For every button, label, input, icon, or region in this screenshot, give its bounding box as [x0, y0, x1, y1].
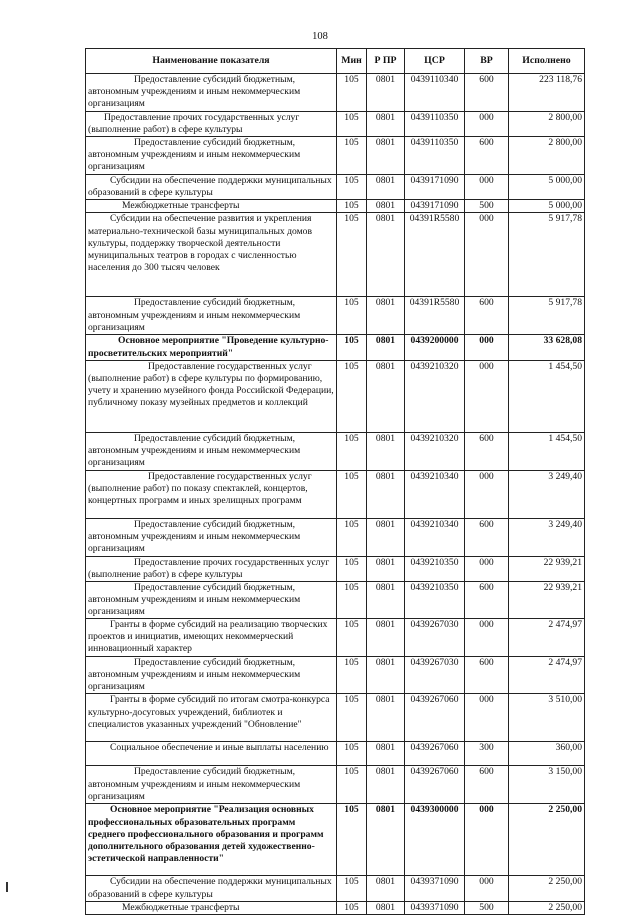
cell-rpr: 0801: [367, 432, 405, 470]
cell-name: [86, 766, 337, 804]
cell-rpr: 0801: [367, 360, 405, 432]
cell-rpr: 0801: [367, 901, 405, 914]
cell-min: 105: [337, 804, 367, 876]
cell-vr: 600: [465, 657, 509, 694]
cell-min: 105: [337, 518, 367, 556]
cell-name: [86, 742, 337, 766]
cell-done: 22 939,21: [509, 581, 585, 618]
page-number: 108: [312, 31, 328, 42]
cell-rpr: 0801: [367, 742, 405, 766]
cell-min: 105: [337, 876, 367, 901]
row-label: Предоставление субсидий бюджетным, автономным учреждениям и иным некоммерческим организациям: [88, 581, 301, 618]
cell-rpr: 0801: [367, 74, 405, 112]
row-label: Предоставление государственных услуг (выполнение работ) в сфере культуры по формированию, учету и хранению музейного фонда Российской Федерации, публичному показу музейных предметов и коллекций: [88, 360, 334, 408]
cell-csr: 0439267060: [405, 766, 465, 804]
table-header-row: [86, 49, 585, 74]
cell-done: 2 250,00: [509, 876, 585, 901]
row-label: Межбюджетные трансферты: [122, 200, 240, 212]
cell-csr: 0439267060: [405, 742, 465, 766]
row-label: Предоставление субсидий бюджетным, автономным учреждениям и иным некоммерческим организациям: [88, 518, 301, 554]
cell-vr: 000: [465, 213, 509, 297]
row-label: Основное мероприятие "Проведение культурно-просветительских мероприятий": [88, 335, 329, 359]
row-label: Субсидии на обеспечение развития и укрепления материально-технической базы муниципальных домов культуры, поддержку творческой деятельности муниципальных театров в городах с численностью населения до 300 тысяч человек: [88, 213, 312, 273]
table-row: [86, 200, 585, 213]
cell-name: [86, 213, 337, 297]
cell-csr: 0439110350: [405, 137, 465, 175]
cell-vr: 000: [465, 694, 509, 742]
cell-csr: 0439171090: [405, 200, 465, 213]
cell-name: [86, 901, 337, 914]
table-row: [86, 876, 585, 901]
cell-name: [86, 175, 337, 200]
cell-done: 3 150,00: [509, 766, 585, 804]
cell-done: 2 474,97: [509, 619, 585, 657]
row-label: Межбюджетные трансферты: [122, 901, 240, 913]
cell-rpr: 0801: [367, 556, 405, 581]
cell-csr: 0439210350: [405, 581, 465, 618]
table-row: [86, 901, 585, 914]
table-row: [86, 518, 585, 556]
cell-name: [86, 112, 337, 137]
header-csr: ЦСР: [405, 49, 465, 74]
cell-done: 1 454,50: [509, 360, 585, 432]
row-label: Основное мероприятие "Реализация основных профессиональных образовательных программ среднего профессионального образования и программ дополнительного образования детей художественно-эстетической направленности": [88, 804, 324, 864]
header-rpr: Р ПР: [367, 49, 405, 74]
table-row: [86, 804, 585, 876]
cell-vr: 000: [465, 112, 509, 137]
row-label: Предоставление субсидий бюджетным, автономным учреждениям и иным некоммерческим организациям: [88, 297, 301, 333]
cell-csr: 0439267030: [405, 619, 465, 657]
cell-name: [86, 360, 337, 432]
cell-done: 3 249,40: [509, 518, 585, 556]
cell-done: 5 000,00: [509, 200, 585, 213]
budget-execution-table: [85, 48, 585, 915]
cell-rpr: 0801: [367, 335, 405, 360]
cell-name: [86, 556, 337, 581]
table-row: [86, 74, 585, 112]
cell-rpr: 0801: [367, 470, 405, 518]
cell-csr: 0439210320: [405, 432, 465, 470]
cell-rpr: 0801: [367, 200, 405, 213]
cell-csr: 0439371090: [405, 901, 465, 914]
cell-vr: 000: [465, 619, 509, 657]
cell-name: [86, 137, 337, 175]
cell-name: [86, 470, 337, 518]
row-label: Гранты в форме субсидий на реализацию творческих проектов и инициатив, имеющих некоммерческий инновационный характер: [88, 619, 328, 655]
cell-done: 22 939,21: [509, 556, 585, 581]
cell-csr: 0439210340: [405, 518, 465, 556]
cell-done: 3 510,00: [509, 694, 585, 742]
table-row: [86, 556, 585, 581]
cell-vr: 500: [465, 200, 509, 213]
table-row: [86, 694, 585, 742]
table-row: [86, 175, 585, 200]
cell-rpr: 0801: [367, 137, 405, 175]
cell-name: [86, 581, 337, 618]
cell-csr: 0439300000: [405, 804, 465, 876]
cell-rpr: 0801: [367, 876, 405, 901]
row-label: Предоставление субсидий бюджетным, автономным учреждениям и иным некоммерческим организациям: [88, 657, 301, 693]
cell-rpr: 0801: [367, 804, 405, 876]
cell-vr: 000: [465, 470, 509, 518]
cell-min: 105: [337, 694, 367, 742]
row-label: Предоставление субсидий бюджетным, автономным учреждениям и иным некоммерческим организациям: [88, 137, 301, 173]
row-label: Субсидии на обеспечение поддержки муниципальных образований в сфере культуры: [88, 876, 332, 900]
cell-vr: 600: [465, 581, 509, 618]
table-row: [86, 360, 585, 432]
cell-done: 223 118,76: [509, 74, 585, 112]
cell-csr: 04391R5580: [405, 213, 465, 297]
table-row: [86, 581, 585, 618]
cell-rpr: 0801: [367, 581, 405, 618]
cell-min: 105: [337, 556, 367, 581]
cell-csr: 0439210340: [405, 470, 465, 518]
cell-csr: 0439200000: [405, 335, 465, 360]
table-row: [86, 619, 585, 657]
cell-min: 105: [337, 74, 367, 112]
cell-csr: 0439110340: [405, 74, 465, 112]
cell-vr: 000: [465, 804, 509, 876]
cell-done: 1 454,50: [509, 432, 585, 470]
cell-min: 105: [337, 360, 367, 432]
cell-csr: 0439267060: [405, 694, 465, 742]
cell-vr: 000: [465, 556, 509, 581]
cell-done: 2 800,00: [509, 137, 585, 175]
cell-name: [86, 694, 337, 742]
cell-vr: 600: [465, 74, 509, 112]
row-label: Субсидии на обеспечение поддержки муниципальных образований в сфере культуры: [88, 175, 332, 199]
cell-rpr: 0801: [367, 518, 405, 556]
cell-min: 105: [337, 175, 367, 200]
cell-vr: 000: [465, 175, 509, 200]
cell-done: 5 917,78: [509, 297, 585, 335]
row-label: Социальное обеспечение и иные выплаты населению: [110, 742, 329, 754]
cell-min: 105: [337, 112, 367, 137]
cell-rpr: 0801: [367, 112, 405, 137]
cell-vr: 000: [465, 335, 509, 360]
cell-done: 3 249,40: [509, 470, 585, 518]
cell-name: [86, 657, 337, 694]
table-row: [86, 213, 585, 297]
cell-min: 105: [337, 766, 367, 804]
cell-min: 105: [337, 619, 367, 657]
header-min: Мин: [337, 49, 367, 74]
cell-rpr: 0801: [367, 175, 405, 200]
cell-csr: 04391R5580: [405, 297, 465, 335]
cell-vr: 600: [465, 137, 509, 175]
cell-min: 105: [337, 137, 367, 175]
cell-csr: 0439110350: [405, 112, 465, 137]
cell-min: 105: [337, 213, 367, 297]
cell-rpr: 0801: [367, 619, 405, 657]
table-row: [86, 432, 585, 470]
cell-name: [86, 804, 337, 876]
cell-csr: 0439371090: [405, 876, 465, 901]
row-label: Гранты в форме субсидий по итогам смотра-конкурса культурно-досуговых учреждений, библиотек и специалистов указанных учреждений "Обновление": [88, 694, 330, 730]
row-label: Предоставление субсидий бюджетным, автономным учреждениям и иным некоммерческим организациям: [88, 432, 301, 468]
cell-name: [86, 619, 337, 657]
cell-name: [86, 432, 337, 470]
cell-name: [86, 297, 337, 335]
table-row: [86, 742, 585, 766]
cell-min: 105: [337, 470, 367, 518]
cell-rpr: 0801: [367, 213, 405, 297]
header-name: Наименование показателя: [86, 49, 337, 74]
cell-vr: 600: [465, 518, 509, 556]
row-label: Предоставление субсидий бюджетным, автономным учреждениям и иным некоммерческим организациям: [88, 74, 301, 110]
table-row: [86, 657, 585, 694]
cell-min: 105: [337, 657, 367, 694]
row-label: Предоставление прочих государственных услуг (выполнение работ) в сфере культуры: [88, 112, 300, 136]
cell-min: 105: [337, 432, 367, 470]
cell-csr: 0439171090: [405, 175, 465, 200]
cell-done: 360,00: [509, 742, 585, 766]
cell-name: [86, 200, 337, 213]
cell-name: [86, 518, 337, 556]
row-label: Предоставление прочих государственных услуг (выполнение работ) в сфере культуры: [88, 556, 330, 580]
cell-min: 105: [337, 200, 367, 213]
cell-vr: 000: [465, 360, 509, 432]
cell-done: 2 250,00: [509, 901, 585, 914]
cell-done: 5 000,00: [509, 175, 585, 200]
table-row: [86, 766, 585, 804]
header-vr: ВР: [465, 49, 509, 74]
cell-done: 33 628,08: [509, 335, 585, 360]
cell-min: 105: [337, 335, 367, 360]
cell-vr: 500: [465, 901, 509, 914]
cell-min: 105: [337, 742, 367, 766]
cell-csr: 0439210350: [405, 556, 465, 581]
cell-done: 2 800,00: [509, 112, 585, 137]
row-label: Предоставление государственных услуг (выполнение работ) по показу спектаклей, концертов, концертных программ и иных зрелищных программ: [88, 470, 312, 506]
cell-name: [86, 74, 337, 112]
margin-mark: [6, 882, 8, 892]
table-row: [86, 112, 585, 137]
cell-vr: 600: [465, 432, 509, 470]
cell-vr: 600: [465, 297, 509, 335]
cell-min: 105: [337, 297, 367, 335]
cell-vr: 000: [465, 876, 509, 901]
cell-done: 2 474,97: [509, 657, 585, 694]
cell-rpr: 0801: [367, 766, 405, 804]
cell-done: 5 917,78: [509, 213, 585, 297]
row-label: Предоставление субсидий бюджетным, автономным учреждениям и иным некоммерческим организациям: [88, 766, 301, 802]
table-row: [86, 297, 585, 335]
cell-min: 105: [337, 581, 367, 618]
cell-name: [86, 876, 337, 901]
cell-rpr: 0801: [367, 694, 405, 742]
table-row: [86, 470, 585, 518]
table-row: [86, 137, 585, 175]
cell-vr: 300: [465, 742, 509, 766]
cell-csr: 0439267030: [405, 657, 465, 694]
cell-rpr: 0801: [367, 297, 405, 335]
table-row: [86, 335, 585, 360]
cell-rpr: 0801: [367, 657, 405, 694]
cell-csr: 0439210320: [405, 360, 465, 432]
cell-name: [86, 335, 337, 360]
cell-done: 2 250,00: [509, 804, 585, 876]
header-done: Исполнено: [509, 49, 585, 74]
cell-vr: 600: [465, 766, 509, 804]
cell-min: 105: [337, 901, 367, 914]
